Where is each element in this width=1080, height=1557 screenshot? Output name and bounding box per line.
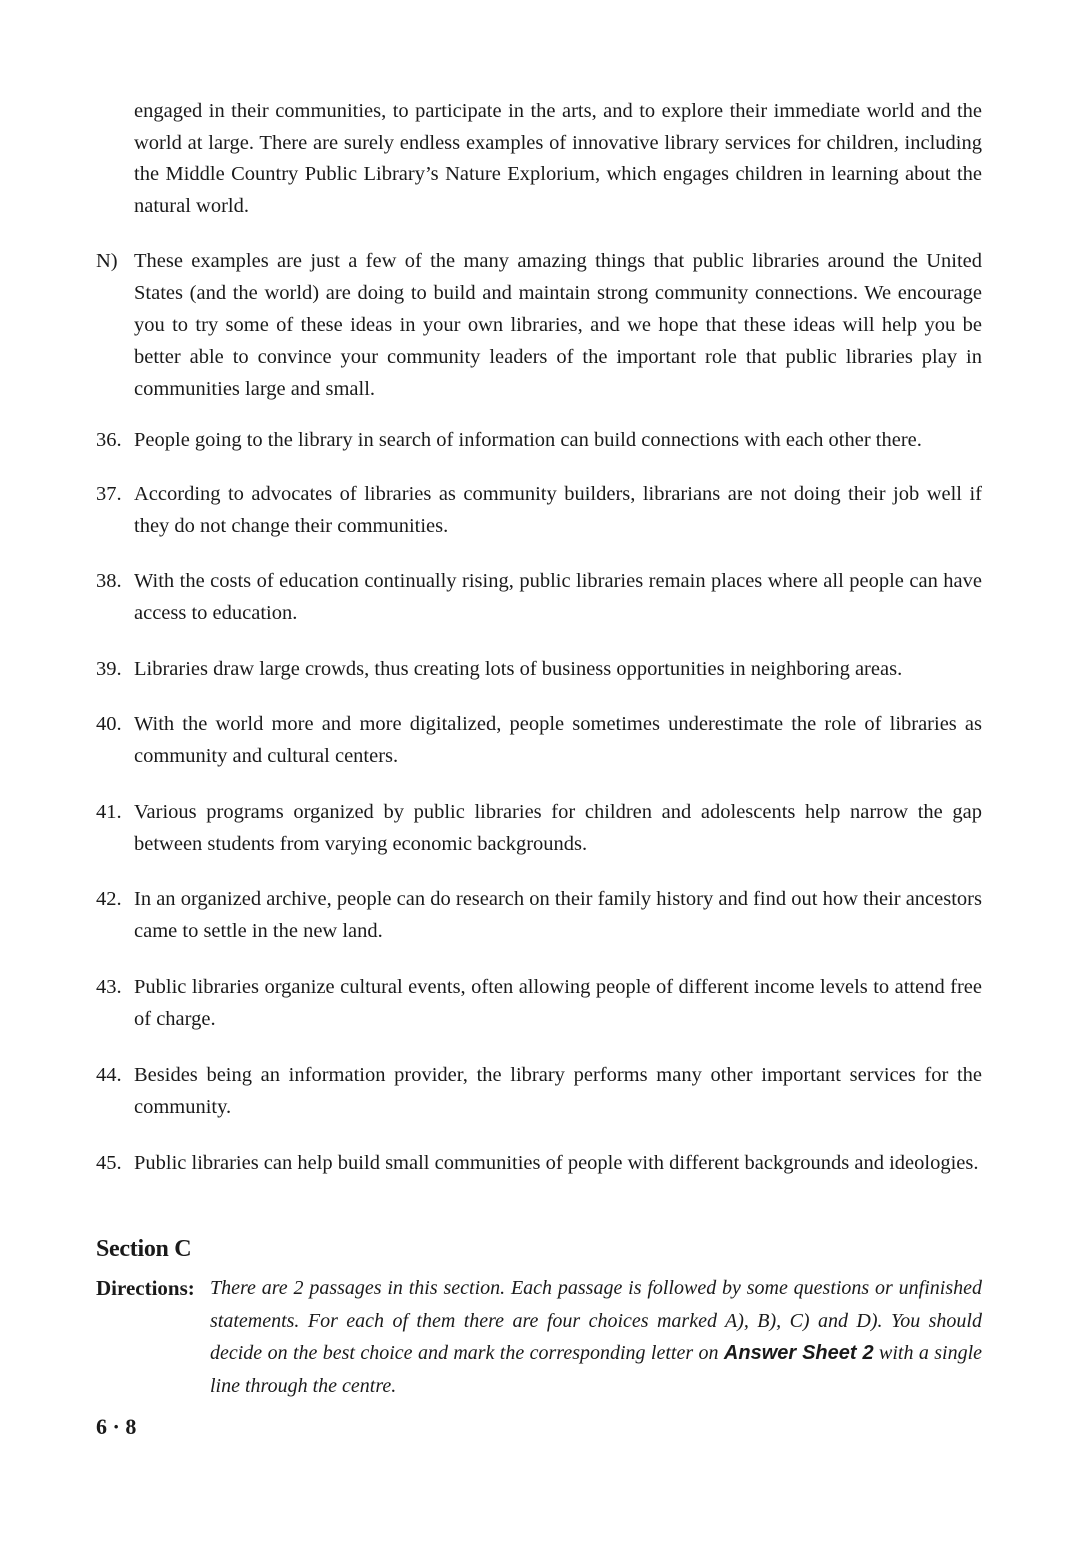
statement-number: 45. <box>96 1152 122 1174</box>
directions-text <box>210 1272 982 1402</box>
statement-44 <box>96 1059 982 1123</box>
statement-number: 36. <box>96 429 122 451</box>
statement-text: Besides being an information provider, the library performs many other important services for the community. <box>134 1064 982 1118</box>
statement-43 <box>96 971 982 1035</box>
section-c-directions <box>96 1272 982 1402</box>
statement-text: Various programs organized by public libraries for children and adolescents help narrow the gap between students from varying economic backgrounds. <box>134 801 982 855</box>
directions-text-part-2: with a single line through the centre. <box>210 1342 982 1397</box>
statement-37 <box>96 478 982 542</box>
statement-number: 44. <box>96 1064 122 1086</box>
statement-number: 38. <box>96 570 122 592</box>
statement-number: 40. <box>96 713 122 735</box>
statement-number: 39. <box>96 658 122 680</box>
directions-text-part-1: There are 2 passages in this section. Each passage is followed by some questions or unfinished statements. For each of them there are four choices marked A), B), C) and D). You should decide on the best choice and mark the corresponding letter on <box>210 1277 982 1364</box>
statement-42 <box>96 883 982 947</box>
answer-sheet-reference: Answer Sheet 2 <box>723 1342 874 1364</box>
statement-45 <box>96 1147 982 1179</box>
statement-text: Public libraries organize cultural events, often allowing people of different income levels to attend free of charge. <box>134 976 982 1030</box>
paragraph-m-continuation: engaged in their communities, to participate in the arts, and to explore their immediate world and the world at large. There are surely endless examples of innovative library services for children, including the Middle Country Public Library’s Nature Explorium, which engages children in learning about the natural world. <box>134 100 982 217</box>
statement-number: 43. <box>96 976 122 998</box>
statement-text: In an organized archive, people can do research on their family history and find out how their ancestors came to settle in the new land. <box>134 888 982 942</box>
statement-36 <box>96 424 982 456</box>
directions-label: Directions: <box>96 1276 195 1300</box>
statement-40 <box>96 708 982 772</box>
statement-number: 37. <box>96 483 122 505</box>
statement-text: People going to the library in search of information can build connections with each other there. <box>134 429 922 451</box>
statement-number: 41. <box>96 801 122 823</box>
statement-text: According to advocates of libraries as community builders, librarians are not doing their job well if they do not change their communities. <box>134 483 982 537</box>
section-c-heading: Section C <box>96 1236 192 1262</box>
statement-text: With the costs of education continually rising, public libraries remain places where all people can have access to education. <box>134 570 982 624</box>
statement-number: 42. <box>96 888 122 910</box>
paragraph-text: These examples are just a few of the many amazing things that public libraries around the United States (and the world) are doing to build and maintain strong community connections. We encourage you to try some of these ideas in your own libraries, and we hope that these ideas will help you be better able to convince your community leaders of the important role that public libraries play in communities large and small. <box>134 250 982 400</box>
paragraph-n <box>96 245 982 405</box>
statement-text: Libraries draw large crowds, thus creating lots of business opportunities in neighboring areas. <box>134 658 903 680</box>
statement-text: With the world more and more digitalized, people sometimes underestimate the role of libraries as community and cultural centers. <box>134 713 982 767</box>
paragraph-label: N) <box>96 250 118 272</box>
statement-39 <box>96 653 982 685</box>
statement-38 <box>96 565 982 629</box>
statement-41 <box>96 796 982 860</box>
statement-text: Public libraries can help build small communities of people with different backgrounds and ideologies. <box>134 1152 979 1174</box>
page-number: 6 · 8 <box>96 1414 137 1439</box>
